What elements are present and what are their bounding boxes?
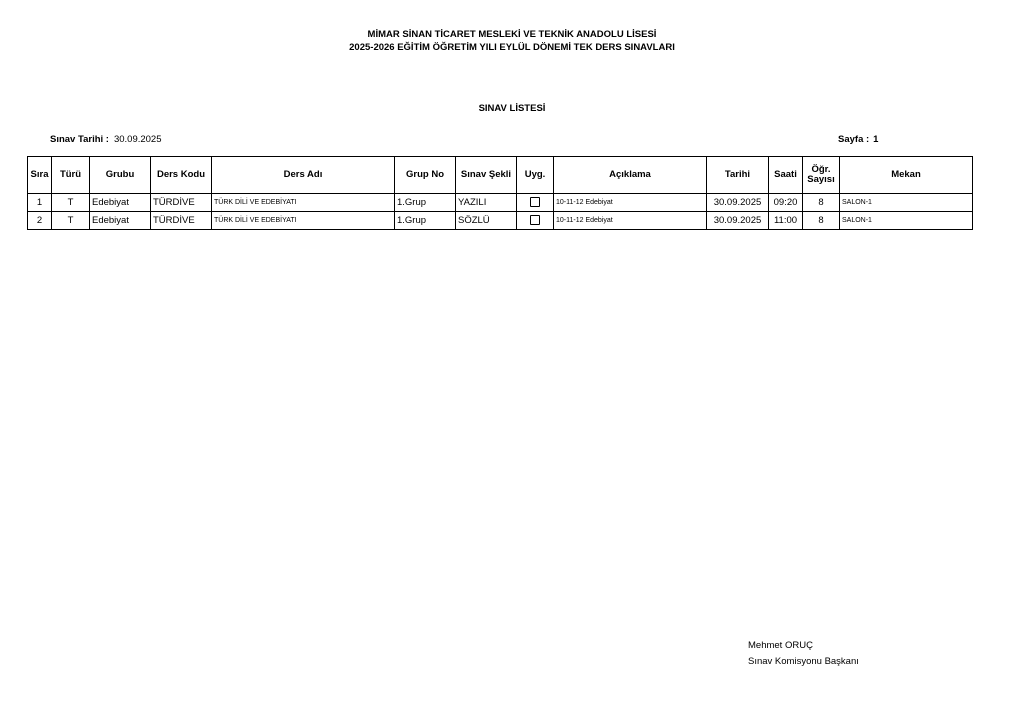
- col-grup-no: Grup No: [395, 157, 456, 194]
- cell-sinav-sekli: SÖZLÜ: [456, 212, 517, 230]
- col-ders-adi: Ders Adı: [212, 157, 395, 194]
- col-sira: Sıra: [28, 157, 52, 194]
- school-name: MİMAR SİNAN TİCARET MESLEKİ VE TEKNİK ANADOLU LİSESİ: [367, 29, 657, 40]
- cell-aciklama: 10-11-12 Edebiyat: [554, 212, 707, 230]
- col-ders-kodu: Ders Kodu: [151, 157, 212, 194]
- cell-ogr-sayisi: 8: [803, 212, 840, 230]
- page-number-value: 1: [873, 134, 879, 145]
- table-header-row: [28, 157, 973, 194]
- exam-date-label: Sınav Tarihi :: [50, 134, 109, 145]
- exam-date-value: 30.09.2025: [113, 134, 162, 145]
- cell-mekan: SALON-1: [840, 194, 973, 212]
- col-turu: Türü: [52, 157, 90, 194]
- cell-tarihi: 30.09.2025: [707, 212, 769, 230]
- cell-sinav-sekli: YAZILI: [456, 194, 517, 212]
- signature-title: Sınav Komisyonu Başkanı: [748, 656, 859, 667]
- col-mekan: Mekan: [840, 157, 973, 194]
- col-tarihi: Tarihi: [707, 157, 769, 194]
- cell-grubu: Edebiyat: [90, 212, 151, 230]
- cell-grubu: Edebiyat: [90, 194, 151, 212]
- cell-tarihi: 30.09.2025: [707, 194, 769, 212]
- cell-sira: 1: [28, 194, 52, 212]
- cell-mekan: SALON-1: [840, 212, 973, 230]
- term-subtitle: 2025-2026 EĞİTİM ÖĞRETİM YILI EYLÜL DÖNEMİ TEK DERS SINAVLARI: [349, 42, 675, 53]
- table-row: [28, 212, 973, 230]
- col-grubu: Grubu: [90, 157, 151, 194]
- list-title: SINAV LİSTESİ: [478, 103, 546, 114]
- signature-block: [748, 638, 859, 670]
- exam-table: [27, 156, 973, 230]
- cell-grup-no: 1.Grup: [395, 194, 456, 212]
- uyg-checkbox[interactable]: [530, 215, 540, 225]
- cell-ders-kodu: TÜRDİVE: [151, 212, 212, 230]
- cell-grup-no: 1.Grup: [395, 212, 456, 230]
- signature-name: Mehmet ORUÇ: [748, 640, 813, 651]
- cell-uyg: [517, 194, 554, 212]
- col-saati: Saati: [769, 157, 803, 194]
- cell-uyg: [517, 212, 554, 230]
- document-header: [0, 28, 1024, 54]
- col-ogr-line1: Öğr.: [811, 164, 831, 175]
- col-aciklama: Açıklama: [554, 157, 707, 194]
- col-sinav-sekli: Sınav Şekli: [456, 157, 517, 194]
- col-ogr-sayisi: [803, 157, 840, 194]
- cell-turu: T: [52, 194, 90, 212]
- table-row: [28, 194, 973, 212]
- cell-ders-adi: TÜRK DİLİ VE EDEBİYATI: [212, 194, 395, 212]
- cell-saati: 11:00: [769, 212, 803, 230]
- page-number: [838, 134, 878, 145]
- uyg-checkbox[interactable]: [530, 197, 540, 207]
- exam-date: [50, 134, 162, 145]
- cell-ders-adi: TÜRK DİLİ VE EDEBİYATI: [212, 212, 395, 230]
- cell-ogr-sayisi: 8: [803, 194, 840, 212]
- cell-turu: T: [52, 212, 90, 230]
- cell-sira: 2: [28, 212, 52, 230]
- cell-saati: 09:20: [769, 194, 803, 212]
- page-number-label: Sayfa :: [838, 134, 870, 145]
- col-ogr-line2: Sayısı: [807, 174, 835, 185]
- cell-ders-kodu: TÜRDİVE: [151, 194, 212, 212]
- cell-aciklama: 10-11-12 Edebiyat: [554, 194, 707, 212]
- col-uyg: Uyg.: [517, 157, 554, 194]
